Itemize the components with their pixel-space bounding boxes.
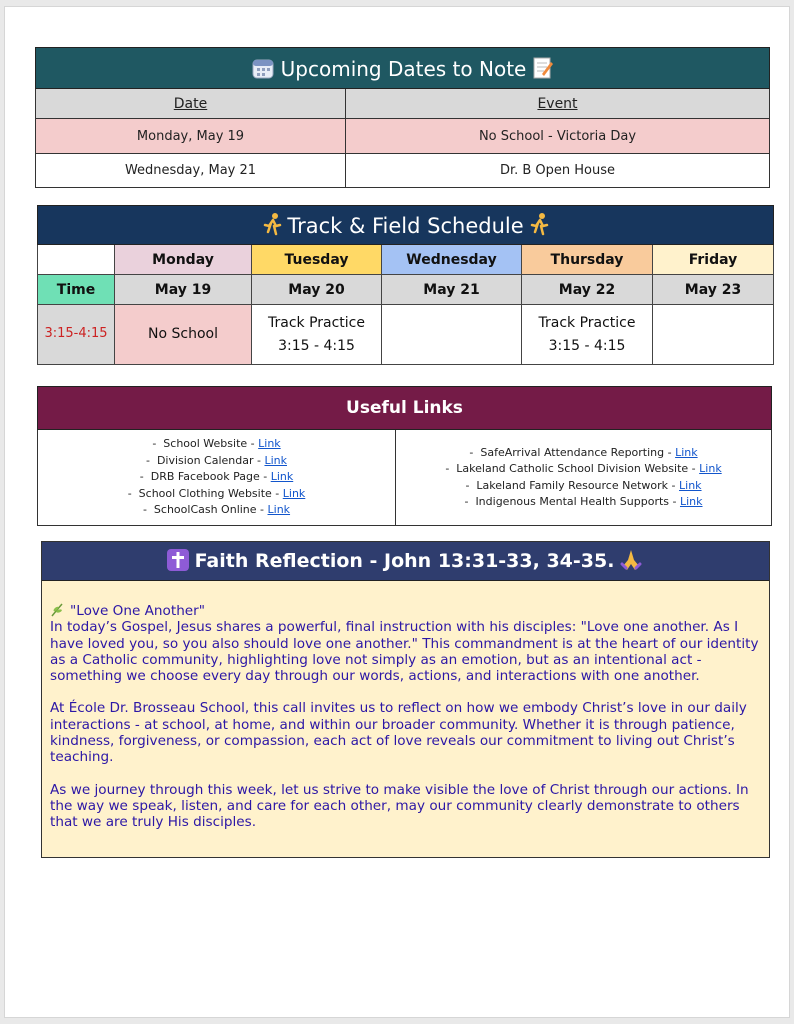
cross-icon	[167, 549, 189, 571]
list-item: - School Website - Link	[152, 437, 281, 451]
link-label: Division Calendar	[156, 453, 254, 467]
link[interactable]: Link	[258, 437, 281, 451]
blank-header-cell	[38, 245, 115, 275]
upcoming-dates-title-text: Upcoming Dates to Note	[280, 56, 527, 81]
praying-hands-icon	[618, 548, 644, 572]
upcoming-dates-table	[35, 47, 770, 188]
date-cell: Wednesday, May 21	[36, 154, 346, 188]
day-header-friday: Friday	[653, 245, 774, 275]
table-row	[36, 154, 770, 188]
link-label: School Clothing Website	[138, 486, 272, 500]
memo-icon	[532, 56, 554, 80]
list-item: - DRB Facebook Page - Link	[139, 470, 294, 484]
event-cell: Dr. B Open House	[346, 154, 770, 188]
list-item: - SchoolCash Online - Link	[142, 503, 291, 517]
list-item: - Lakeland Family Resource Network - Link	[465, 478, 702, 492]
link[interactable]: Link	[267, 503, 291, 517]
track-schedule-title	[38, 206, 774, 245]
schedule-cell-friday	[653, 305, 774, 365]
link[interactable]: Link	[270, 470, 294, 484]
useful-links-table	[37, 386, 772, 526]
runner-icon	[261, 212, 283, 236]
link[interactable]: Link	[699, 462, 722, 476]
list-item: - Division Calendar - Link	[145, 453, 287, 467]
schedule-cell-time: 3:15 - 4:15	[278, 337, 355, 354]
link-label: Lakeland Family Resource Network	[476, 478, 669, 492]
reflection-heading	[50, 603, 761, 619]
table-row	[38, 305, 774, 365]
link[interactable]: Link	[675, 445, 698, 459]
links-right-column	[396, 430, 772, 526]
link[interactable]: Link	[264, 453, 287, 467]
schedule-cell-text: No School	[148, 326, 218, 343]
date-header: May 20	[252, 275, 382, 305]
schedule-cell-monday	[115, 305, 252, 365]
faith-reflection-body	[42, 581, 769, 831]
list-item: - Lakeland Catholic School Division Website - Link	[445, 462, 722, 476]
useful-links-title: Useful Links	[38, 387, 772, 430]
link[interactable]: Link	[282, 486, 306, 500]
list-item: - Indigenous Mental Health Supports - Link	[464, 494, 703, 508]
schedule-cell-wednesday	[382, 305, 522, 365]
list-item: - SafeArrival Attendance Reporting - Link	[469, 445, 698, 459]
time-value: 3:15-4:15	[38, 305, 115, 365]
date-header: May 22	[522, 275, 653, 305]
link-label: Indigenous Mental Health Supports	[475, 494, 670, 508]
column-header-event: Event	[346, 89, 770, 119]
column-header-date: Date	[36, 89, 346, 119]
link[interactable]: Link	[679, 494, 703, 508]
reflection-paragraph: In today’s Gospel, Jesus shares a powerful, final instruction with his disciples: "Love one another. As I have loved you, so you also should love one another." This commandment is at the heart of our identity as a Catholic community, highlighting love not simply as an emotion, but as an intentional act - something we choose every day through our words, actions, and interactions with one another.	[50, 619, 759, 685]
calendar-icon	[251, 56, 275, 80]
upcoming-dates-title	[36, 48, 770, 89]
schedule-cell-tuesday	[252, 305, 382, 365]
date-header: May 21	[382, 275, 522, 305]
day-header-thursday: Thursday	[522, 245, 653, 275]
links-left-column	[38, 430, 396, 526]
list-item: - School Clothing Website - Link	[127, 486, 306, 500]
reflection-heading-text: "Love One Another"	[70, 603, 206, 619]
schedule-cell-time: 3:15 - 4:15	[548, 337, 626, 354]
faith-reflection-title-text: Faith Reflection - John 13:31-33, 34-35.	[194, 550, 615, 572]
schedule-cell-thursday	[522, 305, 653, 365]
date-header: May 23	[653, 275, 774, 305]
link-label: DRB Facebook Page	[150, 470, 260, 484]
event-cell: No School - Victoria Day	[346, 119, 770, 154]
runner-icon	[528, 212, 550, 236]
faith-reflection-box	[41, 541, 770, 858]
table-row	[36, 119, 770, 154]
day-header-wednesday: Wednesday	[382, 245, 522, 275]
herb-icon	[50, 603, 64, 617]
link-label: SafeArrival Attendance Reporting	[480, 445, 665, 459]
link-label: Lakeland Catholic School Division Website	[456, 462, 689, 476]
reflection-paragraph: As we journey through this week, let us strive to make visible the love of Christ through our actions. In the way we speak, listen, and care for each other, may our community clearly demonstrate to others that we are truly His disciples.	[50, 781, 749, 831]
track-schedule-title-text: Track & Field Schedule	[287, 214, 524, 238]
document-page	[4, 6, 790, 1018]
track-schedule-table	[37, 205, 774, 365]
faith-reflection-title	[42, 542, 769, 581]
date-cell: Monday, May 19	[36, 119, 346, 154]
schedule-cell-text: Track Practice	[538, 315, 636, 332]
link-label: SchoolCash Online	[153, 503, 257, 517]
reflection-paragraph: At École Dr. Brosseau School, this call invites us to reflect on how we embody Christ’s love in our daily interactions - at school, at home, and within our broader community. Whether it is through patience, kindness, forgiveness, or compassion, each act of love reveals our commitment to living out Christ’s teaching.	[50, 700, 747, 766]
schedule-cell-text: Track Practice	[267, 315, 365, 332]
time-header: Time	[38, 275, 115, 305]
date-header: May 19	[115, 275, 252, 305]
day-header-monday: Monday	[115, 245, 252, 275]
link-label: School Website	[163, 437, 248, 451]
link[interactable]: Link	[679, 478, 702, 492]
day-header-tuesday: Tuesday	[252, 245, 382, 275]
